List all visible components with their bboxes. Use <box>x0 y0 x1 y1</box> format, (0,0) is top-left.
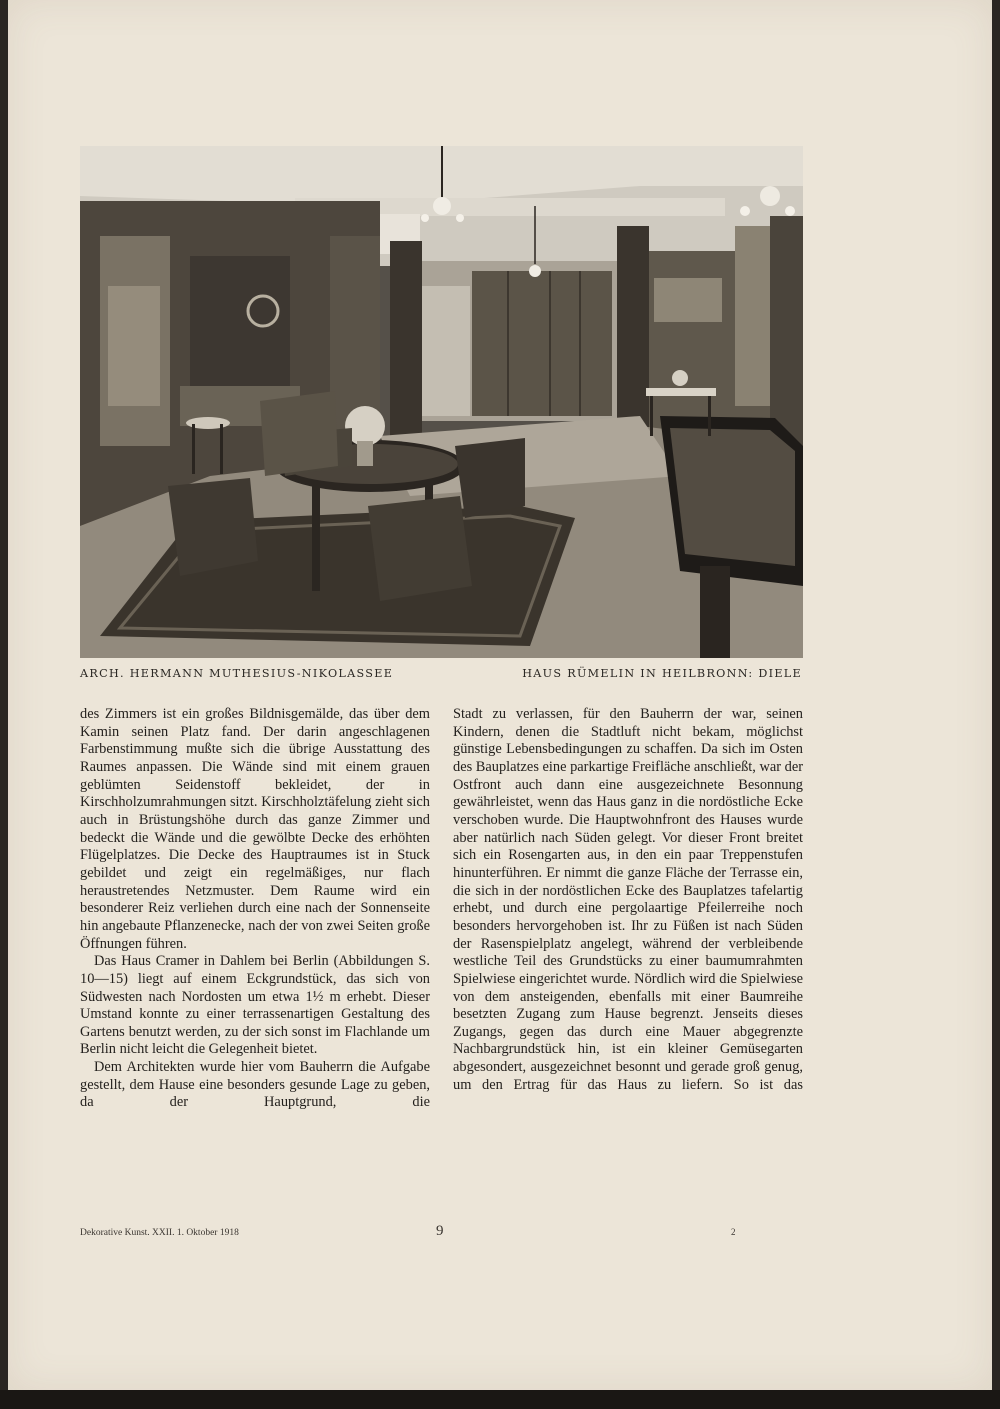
right-text-column <box>453 706 803 1094</box>
photograph-diele-interior-icon <box>80 146 803 658</box>
paragraph: des Zimmers ist ein großes Bildnisgemälde, das über dem Kamin seinen Platz fand. Der darin angeschlagenen Farbenstimmung mußte sich die übrige Ausstattung des Raumes anpassen. Die Wände sind mit einem grauen geblümten Seidenstoff bekleidet, der in Kirschholzumrahmungen sitzt. Kirschholztäfelung zieht sich auch in Brüstungshöhe durch das ganze Zimmer und bedeckt die Wände und die gewölbte Decke des erhöhten Flügelplatzes. Die Decke des Hauptraumes ist in Stuck gebildet und zeigt ein regelmäßiges, nur flach heraustretendes Netzmuster. Dem Raume wird ein besonderer Reiz verliehen durch eine nach der Sonnenseite hin angebaute Pflanzenecke, nach der von zwei Seiten große Öffnungen führen. <box>80 706 430 952</box>
page-number: 9 <box>436 1223 444 1239</box>
plate-caption-title: HAUS RÜMELIN IN HEILBRONN: DIELE <box>522 667 802 680</box>
scan-edge <box>0 1390 1000 1409</box>
paragraph: Dem Architekten wurde hier vom Bauherrn die Aufgabe gestellt, dem Hause eine besonders gesunde Lage zu geben, da der Hauptgrund, die <box>80 1059 430 1111</box>
journal-footer: Dekorative Kunst. XXII. 1. Oktober 1918 <box>80 1228 239 1238</box>
plate-caption-architect: ARCH. HERMANN MUTHESIUS-NIKOLASSEE <box>80 667 394 680</box>
signature-mark: 2 <box>731 1227 736 1237</box>
paragraph: Stadt zu verlassen, für den Bauherrn der war, seinen Kindern, denen die Stadtluft nicht bekam, möglichst günstige Lebensbedingungen zu schaffen. Da sich im Osten des Bauplatzes eine parkartige Freifläche anschließt, war der Ostfront auch dann eine ausgezeichnete Besonnung gewährleistet, wenn das Haus ganz in die nordöstliche Ecke verschoben wurde. Die Hauptwohnfront des Hauses wurde aber natürlich nach Süden gelegt. Vor dieser Front breitet sich ein Rosengarten aus, in den ein paar Treppenstufen hinunterführen. Er nimmt die ganze Fläche der Terrasse ein, die sich in der nordöstlichen Ecke des Bauplatzes tafelartig erhebt, und durch eine pergolaartige Pfeilerreihe noch besonders hervorgehoben ist. Ihr zu Füßen ist nach Süden der Rasenspielplatz angelegt, während der verbleibende westliche Teil des Grundstücks zu einer baumumrahmten Spielwiese eingerichtet wurde. Nördlich wird die Spielwiese von dem ansteigenden, ebenfalls mit einer Baumreihe besetzten Zugang zum Hause begrenzt. Jenseits dieses Zugangs, gegen das durch eine Mauer abgegrenzte Nachbargrundstück hin, ist ein kleiner Gemüsegarten abgesondert, ausgezeichnet besonnt und gerade groß genug, um den Ertrag für das Haus zu liefern. So ist das <box>453 706 804 1093</box>
paragraph: Das Haus Cramer in Dahlem bei Berlin (Abbildungen S. 10—15) liegt auf einem Eckgrundstück, das sich von Südwesten nach Nordosten um etwa 1½ m erhebt. Dieser Umstand konnte zu einer terrassenartigen Gestaltung des Gartens benutzt werden, zu der sich sonst im Flachlande um Berlin nicht leicht die Gelegenheit bietet. <box>80 953 430 1058</box>
left-text-column <box>80 706 430 1112</box>
photo-plate <box>80 146 803 658</box>
